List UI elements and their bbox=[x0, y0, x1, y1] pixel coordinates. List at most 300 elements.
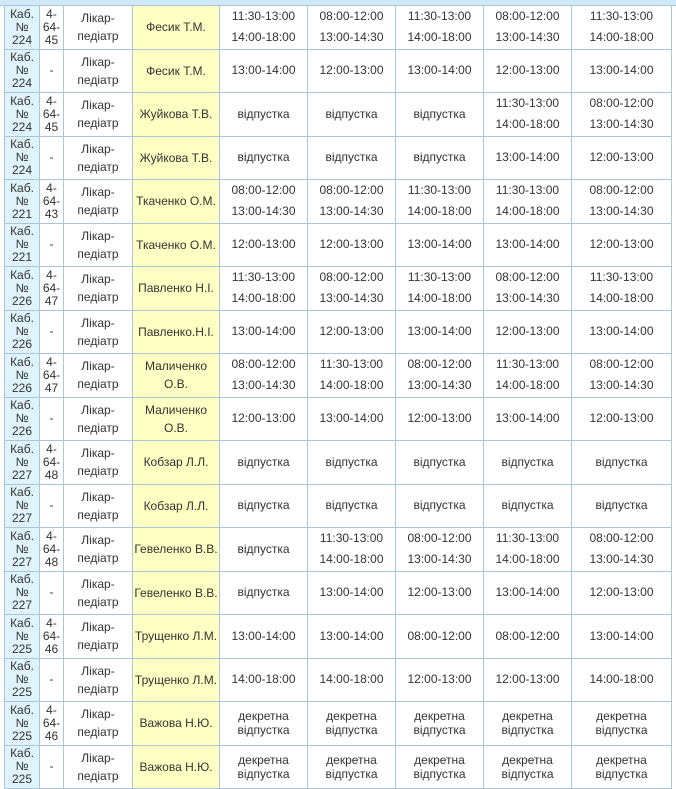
role-cell bbox=[64, 441, 133, 485]
doctor-name-cell-line: Фесик Т.М. bbox=[133, 18, 219, 36]
day-thu-cell bbox=[484, 615, 572, 659]
cabinet-cell-line: № bbox=[5, 760, 39, 773]
day-thu-cell bbox=[484, 267, 572, 311]
day-wed-cell-line: 14:00-18:00 bbox=[396, 201, 483, 222]
role-cell-line: Лікар- bbox=[64, 314, 132, 332]
day-tue-cell-line: 13:00-14:00 bbox=[308, 582, 395, 603]
doctor-name-cell-line: Жуйкова Т.В. bbox=[133, 149, 219, 167]
day-thu-cell bbox=[484, 528, 572, 572]
role-cell bbox=[64, 93, 133, 137]
day-mon-cell-line: 11:30-13:00 bbox=[220, 6, 307, 27]
doctor-name-cell bbox=[133, 441, 220, 485]
cabinet-cell-line: 227 bbox=[5, 512, 39, 525]
day-tue-cell bbox=[308, 50, 396, 94]
day-mon-cell-line: 11:30-13:00 bbox=[220, 267, 307, 288]
day-thu-cell bbox=[484, 311, 572, 355]
phone-cell-line: - bbox=[40, 586, 63, 599]
day-wed-cell-line: відпустка bbox=[396, 767, 483, 781]
cabinet-cell-line: № bbox=[5, 717, 39, 730]
day-fri-cell-line: 12:00-13:00 bbox=[572, 234, 671, 255]
role-cell-line: педіатр bbox=[64, 288, 132, 306]
day-mon-cell bbox=[220, 354, 308, 398]
doctor-name-cell bbox=[133, 93, 220, 137]
table-row bbox=[5, 267, 672, 311]
doctor-name-cell bbox=[133, 6, 220, 50]
cabinet-cell-line: № bbox=[5, 21, 39, 34]
role-cell bbox=[64, 354, 133, 398]
cabinet-cell-line: 226 bbox=[5, 295, 39, 308]
day-tue-cell-line: відпустка bbox=[308, 723, 395, 737]
day-mon-cell-line: декретна bbox=[220, 753, 307, 767]
day-thu-cell bbox=[484, 354, 572, 398]
day-fri-cell bbox=[572, 137, 672, 181]
day-fri-cell bbox=[572, 267, 672, 311]
phone-cell-line: 64- bbox=[40, 21, 63, 34]
day-tue-cell-line: 08:00-12:00 bbox=[308, 6, 395, 27]
role-cell-line: педіатр bbox=[64, 375, 132, 393]
day-fri-cell bbox=[572, 6, 672, 50]
table-row bbox=[5, 93, 672, 137]
cabinet-cell-line: 224 bbox=[5, 34, 39, 47]
day-wed-cell bbox=[396, 441, 484, 485]
day-fri-cell bbox=[572, 311, 672, 355]
cabinet-cell-line: 224 bbox=[5, 121, 39, 134]
cabinet-cell-line: 226 bbox=[5, 382, 39, 395]
doctor-name-cell-line: О.В. bbox=[133, 375, 219, 393]
cabinet-cell-line: № bbox=[5, 412, 39, 425]
phone-cell bbox=[40, 615, 64, 659]
day-mon-cell-line: відпустка bbox=[220, 104, 307, 125]
phone-cell bbox=[40, 50, 64, 94]
doctor-name-cell-line: Кобзар Л.Л. bbox=[133, 453, 219, 471]
day-thu-cell bbox=[484, 659, 572, 703]
day-tue-cell bbox=[308, 528, 396, 572]
phone-cell-line: - bbox=[40, 499, 63, 512]
doctor-name-cell-line: Гевеленко В.В. bbox=[133, 540, 219, 558]
doctor-name-cell-line: Маличенко bbox=[133, 401, 219, 419]
role-cell-line: Лікар- bbox=[64, 183, 132, 201]
doctor-name-cell-line: Трущенко Л.М. bbox=[133, 627, 219, 645]
day-mon-cell bbox=[220, 50, 308, 94]
day-fri-cell-line: 14:00-18:00 bbox=[572, 27, 671, 48]
cabinet-cell-line: № bbox=[5, 238, 39, 251]
day-thu-cell-line: 11:30-13:00 bbox=[484, 354, 571, 375]
role-cell-line: Лікар- bbox=[64, 270, 132, 288]
role-cell-line: педіатр bbox=[64, 201, 132, 219]
doctor-name-cell bbox=[133, 224, 220, 268]
day-thu-cell-line: відпустка bbox=[484, 495, 571, 516]
role-cell-line: Лікар- bbox=[64, 227, 132, 245]
cabinet-cell-line: 226 bbox=[5, 425, 39, 438]
cabinet-cell-line: Каб. bbox=[5, 269, 39, 282]
cabinet-cell bbox=[5, 311, 40, 355]
role-cell-line: Лікар- bbox=[64, 575, 132, 593]
day-tue-cell bbox=[308, 224, 396, 268]
cabinet-cell-line: Каб. bbox=[5, 51, 39, 64]
day-fri-cell bbox=[572, 50, 672, 94]
day-mon-cell-line: 13:00-14:00 bbox=[220, 60, 307, 81]
cabinet-cell-line: Каб. bbox=[5, 704, 39, 717]
day-wed-cell-line: 08:00-12:00 bbox=[396, 626, 483, 647]
day-fri-cell bbox=[572, 224, 672, 268]
table-row bbox=[5, 702, 672, 746]
phone-cell-line: 4- bbox=[40, 8, 63, 21]
phone-cell-line: 43 bbox=[40, 208, 63, 221]
cabinet-cell-line: Каб. bbox=[5, 747, 39, 760]
day-wed-cell-line: 13:00-14:00 bbox=[396, 234, 483, 255]
phone-cell-line: - bbox=[40, 673, 63, 686]
phone-cell-line: 64- bbox=[40, 456, 63, 469]
day-thu-cell-line: декретна bbox=[484, 709, 571, 723]
phone-cell bbox=[40, 528, 64, 572]
day-fri-cell-line: відпустка bbox=[572, 495, 671, 516]
day-mon-cell bbox=[220, 572, 308, 616]
doctor-name-cell-line: Павленко.Н.І. bbox=[133, 323, 219, 341]
role-cell-line: Лікар- bbox=[64, 531, 132, 549]
day-tue-cell-line: 11:30-13:00 bbox=[308, 354, 395, 375]
day-thu-cell bbox=[484, 441, 572, 485]
day-tue-cell bbox=[308, 93, 396, 137]
day-thu-cell-line: 12:00-13:00 bbox=[484, 60, 571, 81]
day-tue-cell bbox=[308, 311, 396, 355]
doctor-name-cell bbox=[133, 746, 220, 789]
day-fri-cell-line: відпустка bbox=[572, 452, 671, 473]
cabinet-cell-line: 225 bbox=[5, 686, 39, 699]
day-fri-cell-line: 08:00-12:00 bbox=[572, 180, 671, 201]
role-cell bbox=[64, 50, 133, 94]
phone-cell-line: 4- bbox=[40, 704, 63, 717]
cabinet-cell-line: Каб. bbox=[5, 399, 39, 412]
day-mon-cell-line: 13:00-14:30 bbox=[220, 201, 307, 222]
role-cell-line: Лікар- bbox=[64, 618, 132, 636]
day-fri-cell-line: 08:00-12:00 bbox=[572, 354, 671, 375]
role-cell-line: Лікар- bbox=[64, 96, 132, 114]
cabinet-cell-line: 227 bbox=[5, 556, 39, 569]
phone-cell-line: 4- bbox=[40, 443, 63, 456]
day-wed-cell bbox=[396, 615, 484, 659]
cabinet-cell-line: 225 bbox=[5, 643, 39, 656]
doctor-name-cell bbox=[133, 398, 220, 442]
role-cell-line: педіатр bbox=[64, 549, 132, 567]
day-fri-cell bbox=[572, 485, 672, 529]
day-thu-cell-line: 11:30-13:00 bbox=[484, 180, 571, 201]
day-wed-cell-line: 13:00-14:30 bbox=[396, 375, 483, 396]
day-fri-cell bbox=[572, 528, 672, 572]
day-tue-cell-line: 13:00-14:30 bbox=[308, 288, 395, 309]
doctor-name-cell bbox=[133, 485, 220, 529]
role-cell bbox=[64, 267, 133, 311]
day-fri-cell bbox=[572, 398, 672, 442]
table-row bbox=[5, 528, 672, 572]
day-fri-cell-line: відпустка bbox=[572, 767, 671, 781]
role-cell bbox=[64, 659, 133, 703]
day-mon-cell-line: відпустка bbox=[220, 539, 307, 560]
phone-cell bbox=[40, 746, 64, 789]
day-wed-cell bbox=[396, 6, 484, 50]
phone-cell bbox=[40, 93, 64, 137]
day-mon-cell bbox=[220, 137, 308, 181]
phone-cell-line: 4- bbox=[40, 356, 63, 369]
day-wed-cell bbox=[396, 528, 484, 572]
role-cell bbox=[64, 6, 133, 50]
doctor-name-cell-line: Важова Н.Ю. bbox=[133, 714, 219, 732]
phone-cell-line: - bbox=[40, 64, 63, 77]
doctor-name-cell bbox=[133, 267, 220, 311]
cabinet-cell bbox=[5, 615, 40, 659]
day-wed-cell-line: 13:00-14:00 bbox=[396, 60, 483, 81]
day-mon-cell-line: відпустка bbox=[220, 147, 307, 168]
day-mon-cell bbox=[220, 311, 308, 355]
phone-cell-line: 4- bbox=[40, 269, 63, 282]
role-cell-line: педіатр bbox=[64, 767, 132, 785]
cabinet-cell bbox=[5, 528, 40, 572]
phone-cell-line: 64- bbox=[40, 543, 63, 556]
day-mon-cell-line: 12:00-13:00 bbox=[220, 234, 307, 255]
day-wed-cell-line: 13:00-14:00 bbox=[396, 321, 483, 342]
day-fri-cell-line: 13:00-14:30 bbox=[572, 375, 671, 396]
day-fri-cell bbox=[572, 354, 672, 398]
day-fri-cell bbox=[572, 441, 672, 485]
phone-cell-line: 64- bbox=[40, 630, 63, 643]
role-cell-line: педіатр bbox=[64, 636, 132, 654]
cabinet-cell-line: 224 bbox=[5, 164, 39, 177]
day-tue-cell-line: відпустка bbox=[308, 147, 395, 168]
day-mon-cell-line: відпустка bbox=[220, 495, 307, 516]
role-cell bbox=[64, 137, 133, 181]
day-fri-cell bbox=[572, 702, 672, 746]
day-tue-cell-line: 13:00-14:00 bbox=[308, 626, 395, 647]
day-fri-cell-line: 08:00-12:00 bbox=[572, 528, 671, 549]
role-cell-line: Лікар- bbox=[64, 749, 132, 767]
table-row bbox=[5, 398, 672, 442]
phone-cell-line: 47 bbox=[40, 295, 63, 308]
role-cell-line: педіатр bbox=[64, 71, 132, 89]
table-row bbox=[5, 137, 672, 181]
role-cell-line: педіатр bbox=[64, 27, 132, 45]
day-fri-cell-line: 13:00-14:00 bbox=[572, 321, 671, 342]
role-cell-line: педіатр bbox=[64, 680, 132, 698]
day-wed-cell-line: декретна bbox=[396, 709, 483, 723]
day-wed-cell-line: 12:00-13:00 bbox=[396, 669, 483, 690]
phone-cell bbox=[40, 354, 64, 398]
cabinet-cell-line: Каб. bbox=[5, 312, 39, 325]
day-thu-cell bbox=[484, 224, 572, 268]
day-wed-cell bbox=[396, 137, 484, 181]
day-mon-cell bbox=[220, 267, 308, 311]
day-fri-cell-line: 14:00-18:00 bbox=[572, 669, 671, 690]
role-cell-line: Лікар- bbox=[64, 401, 132, 419]
day-tue-cell-line: 13:00-14:30 bbox=[308, 27, 395, 48]
doctor-name-cell bbox=[133, 659, 220, 703]
role-cell-line: педіатр bbox=[64, 332, 132, 350]
cabinet-cell-line: Каб. bbox=[5, 225, 39, 238]
phone-cell bbox=[40, 485, 64, 529]
day-fri-cell bbox=[572, 180, 672, 224]
day-mon-cell bbox=[220, 659, 308, 703]
cabinet-cell-line: Каб. bbox=[5, 573, 39, 586]
day-wed-cell bbox=[396, 702, 484, 746]
day-thu-cell bbox=[484, 398, 572, 442]
role-cell-line: Лікар- bbox=[64, 357, 132, 375]
day-mon-cell-line: 13:00-14:30 bbox=[220, 375, 307, 396]
day-wed-cell-line: відпустка bbox=[396, 495, 483, 516]
day-thu-cell-line: 13:00-14:00 bbox=[484, 582, 571, 603]
cabinet-cell-line: Каб. bbox=[5, 660, 39, 673]
cabinet-cell bbox=[5, 572, 40, 616]
phone-cell bbox=[40, 659, 64, 703]
table-row bbox=[5, 441, 672, 485]
cabinet-cell bbox=[5, 485, 40, 529]
cabinet-cell-line: № bbox=[5, 64, 39, 77]
day-mon-cell bbox=[220, 224, 308, 268]
phone-cell-line: - bbox=[40, 238, 63, 251]
cabinet-cell-line: Каб. bbox=[5, 530, 39, 543]
day-thu-cell bbox=[484, 746, 572, 789]
day-thu-cell-line: 13:00-14:30 bbox=[484, 27, 571, 48]
role-cell-line: Лікар- bbox=[64, 662, 132, 680]
day-thu-cell-line: декретна bbox=[484, 753, 571, 767]
day-wed-cell bbox=[396, 659, 484, 703]
cabinet-cell-line: № bbox=[5, 456, 39, 469]
cabinet-cell-line: № bbox=[5, 543, 39, 556]
day-tue-cell-line: декретна bbox=[308, 753, 395, 767]
day-wed-cell bbox=[396, 354, 484, 398]
phone-cell bbox=[40, 398, 64, 442]
phone-cell-line: 45 bbox=[40, 121, 63, 134]
role-cell-line: Лікар- bbox=[64, 53, 132, 71]
phone-cell-line: 46 bbox=[40, 730, 63, 743]
day-thu-cell bbox=[484, 50, 572, 94]
doctor-name-cell-line: Маличенко bbox=[133, 357, 219, 375]
doctor-name-cell-line: О.В. bbox=[133, 419, 219, 437]
cabinet-cell bbox=[5, 6, 40, 50]
phone-cell-line: 48 bbox=[40, 556, 63, 569]
day-thu-cell bbox=[484, 702, 572, 746]
doctor-name-cell bbox=[133, 50, 220, 94]
day-tue-cell-line: 11:30-13:00 bbox=[308, 528, 395, 549]
day-mon-cell bbox=[220, 398, 308, 442]
doctor-name-cell-line: Фесик Т.М. bbox=[133, 62, 219, 80]
day-thu-cell-line: 14:00-18:00 bbox=[484, 549, 571, 570]
cabinet-cell bbox=[5, 746, 40, 789]
cabinet-cell bbox=[5, 137, 40, 181]
cabinet-cell-line: Каб. bbox=[5, 8, 39, 21]
table-row bbox=[5, 50, 672, 94]
table-row bbox=[5, 354, 672, 398]
day-tue-cell bbox=[308, 137, 396, 181]
role-cell-line: педіатр bbox=[64, 419, 132, 437]
phone-cell-line: 4- bbox=[40, 95, 63, 108]
role-cell-line: педіатр bbox=[64, 506, 132, 524]
cabinet-cell-line: Каб. bbox=[5, 138, 39, 151]
cabinet-cell bbox=[5, 659, 40, 703]
phone-cell-line: 4- bbox=[40, 530, 63, 543]
role-cell bbox=[64, 528, 133, 572]
table-row bbox=[5, 180, 672, 224]
day-fri-cell bbox=[572, 659, 672, 703]
doctor-name-cell-line: Гевеленко В.В. bbox=[133, 584, 219, 602]
day-mon-cell-line: відпустка bbox=[220, 582, 307, 603]
day-thu-cell-line: 13:00-14:00 bbox=[484, 234, 571, 255]
phone-cell-line: 48 bbox=[40, 469, 63, 482]
role-cell bbox=[64, 702, 133, 746]
cabinet-cell bbox=[5, 224, 40, 268]
cabinet-cell-line: № bbox=[5, 369, 39, 382]
role-cell-line: Лікар- bbox=[64, 444, 132, 462]
role-cell-line: педіатр bbox=[64, 723, 132, 741]
day-fri-cell bbox=[572, 615, 672, 659]
day-thu-cell bbox=[484, 137, 572, 181]
day-tue-cell-line: відпустка bbox=[308, 104, 395, 125]
day-thu-cell-line: 14:00-18:00 bbox=[484, 375, 571, 396]
phone-cell bbox=[40, 6, 64, 50]
doctor-name-cell bbox=[133, 137, 220, 181]
phone-cell bbox=[40, 180, 64, 224]
cabinet-cell-line: Каб. bbox=[5, 617, 39, 630]
cabinet-cell-line: 221 bbox=[5, 208, 39, 221]
role-cell-line: Лікар- bbox=[64, 140, 132, 158]
day-wed-cell bbox=[396, 93, 484, 137]
phone-cell-line: - bbox=[40, 760, 63, 773]
day-thu-cell-line: відпустка bbox=[484, 767, 571, 781]
role-cell bbox=[64, 615, 133, 659]
role-cell-line: педіатр bbox=[64, 158, 132, 176]
day-tue-cell bbox=[308, 267, 396, 311]
doctor-name-cell-line: Ткаченко О.М. bbox=[133, 236, 219, 254]
role-cell bbox=[64, 224, 133, 268]
day-fri-cell-line: 12:00-13:00 bbox=[572, 408, 671, 429]
day-thu-cell bbox=[484, 93, 572, 137]
day-wed-cell bbox=[396, 398, 484, 442]
role-cell-line: педіатр bbox=[64, 114, 132, 132]
day-wed-cell-line: 08:00-12:00 bbox=[396, 354, 483, 375]
day-fri-cell-line: 11:30-13:00 bbox=[572, 267, 671, 288]
day-fri-cell-line: декретна bbox=[572, 753, 671, 767]
cabinet-cell bbox=[5, 441, 40, 485]
role-cell bbox=[64, 485, 133, 529]
day-wed-cell-line: відпустка bbox=[396, 104, 483, 125]
cabinet-cell-line: Каб. bbox=[5, 95, 39, 108]
role-cell-line: педіатр bbox=[64, 593, 132, 611]
cabinet-cell-line: 227 bbox=[5, 599, 39, 612]
day-tue-cell bbox=[308, 354, 396, 398]
phone-cell bbox=[40, 702, 64, 746]
role-cell bbox=[64, 572, 133, 616]
day-tue-cell bbox=[308, 702, 396, 746]
doctor-name-cell-line: Ткаченко О.М. bbox=[133, 192, 219, 210]
day-mon-cell bbox=[220, 441, 308, 485]
day-tue-cell-line: 12:00-13:00 bbox=[308, 321, 395, 342]
day-tue-cell-line: відпустка bbox=[308, 767, 395, 781]
phone-cell-line: 64- bbox=[40, 108, 63, 121]
day-wed-cell-line: 12:00-13:00 bbox=[396, 582, 483, 603]
phone-cell-line: 64- bbox=[40, 195, 63, 208]
day-thu-cell-line: 08:00-12:00 bbox=[484, 626, 571, 647]
cabinet-cell-line: 227 bbox=[5, 469, 39, 482]
day-tue-cell-line: 14:00-18:00 bbox=[308, 549, 395, 570]
day-thu-cell-line: відпустка bbox=[484, 723, 571, 737]
day-mon-cell-line: відпустка bbox=[220, 723, 307, 737]
doctor-name-cell-line: Павленко Н.І. bbox=[133, 279, 219, 297]
phone-cell bbox=[40, 224, 64, 268]
day-wed-cell-line: 13:00-14:30 bbox=[396, 549, 483, 570]
doctor-name-cell bbox=[133, 311, 220, 355]
cabinet-cell-line: Каб. bbox=[5, 443, 39, 456]
doctor-name-cell bbox=[133, 572, 220, 616]
phone-cell bbox=[40, 267, 64, 311]
day-thu-cell-line: 13:00-14:30 bbox=[484, 288, 571, 309]
day-mon-cell bbox=[220, 485, 308, 529]
